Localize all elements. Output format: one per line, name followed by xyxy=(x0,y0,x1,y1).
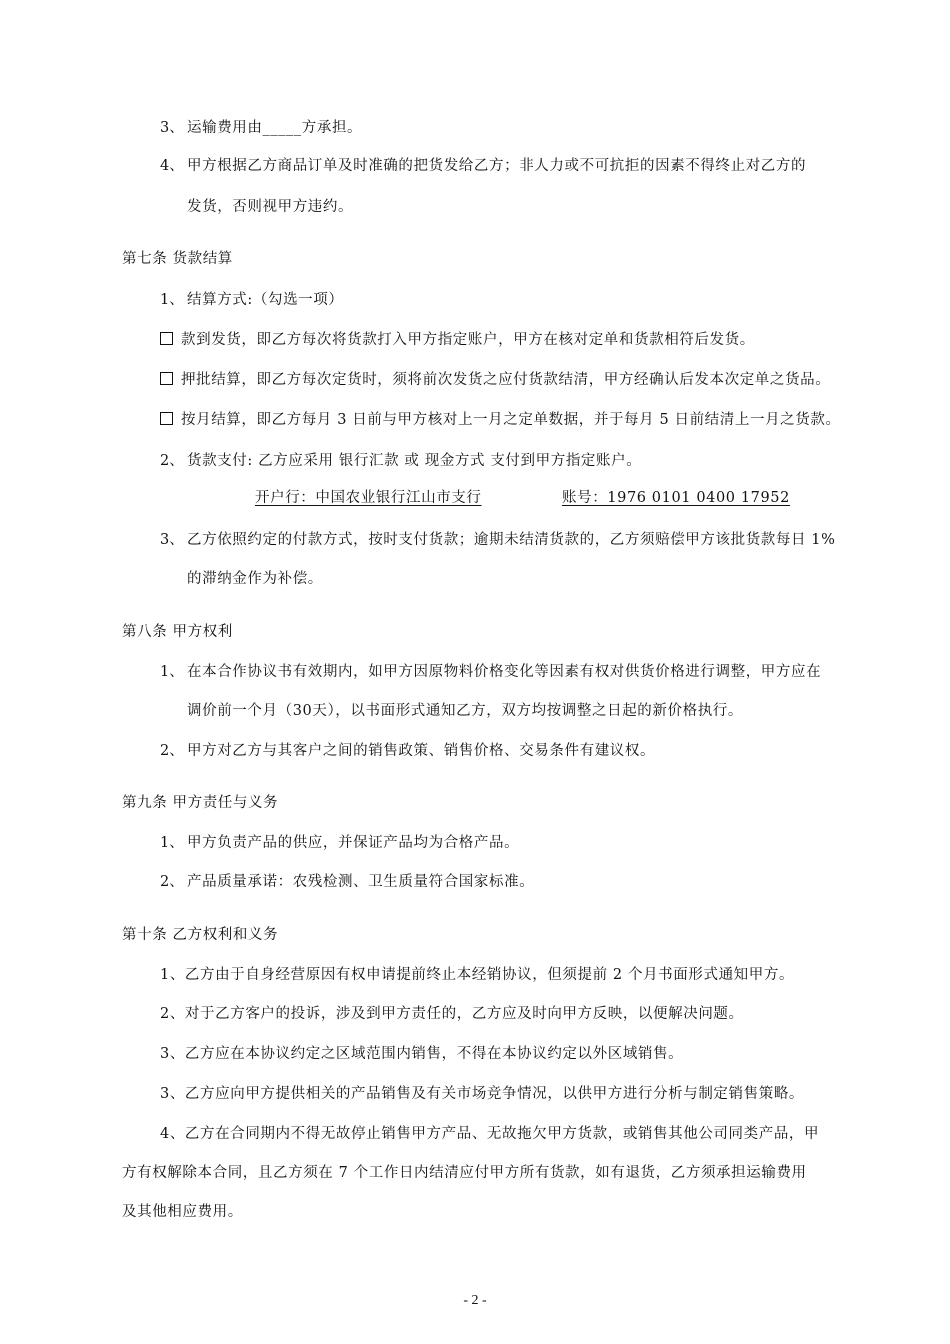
clause9-heading: 第九条 甲方责任与义务 xyxy=(122,795,279,811)
option-label: 款到发货，即乙方每次将货款打入甲方指定账户，甲方在核对定单和货款相符后发货。 xyxy=(181,332,755,348)
item-number: 3、 xyxy=(160,532,184,548)
item-number: 2、 xyxy=(160,874,184,890)
clause10-item1: 1、乙方由于自身经营原因有权申请提前终止本经销协议，但须提前 2 个月书面形式通知甲方。 xyxy=(160,967,795,983)
checkbox[interactable] xyxy=(160,372,173,385)
clause8-item1-line1: 在本合作协议书有效期内，如甲方因原物料价格变化等因素有权对供货价格进行调整，甲方应在 xyxy=(187,664,822,680)
clause8-item1-line2: 调价前一个月（30天），以书面形式通知乙方，双方均按调整之日起的新价格执行。 xyxy=(187,703,743,719)
item-number: 1、 xyxy=(160,664,184,680)
clause8-heading: 第八条 甲方权利 xyxy=(122,624,233,640)
clause7-item2: 货款支付: 乙方应采用 银行汇款 或 现金方式 支付到甲方指定账户。 xyxy=(187,453,642,469)
clause9-item1: 甲方负责产品的供应，并保证产品均为合格产品。 xyxy=(187,835,520,851)
clause9-item2: 产品质量承诺：农残检测、卫生质量符合国家标准。 xyxy=(187,874,535,890)
clause7-item3-line1: 乙方依照约定的付款方式，按时支付货款；逾期未结清货款的，乙方须赔偿甲方该批货款每日 1% xyxy=(187,532,836,548)
clause8-item2: 甲方对乙方与其客户之间的销售政策、销售价格、交易条件有建议权。 xyxy=(187,743,656,759)
clause6-item3: 运输费用由_____方承担。 xyxy=(187,120,363,136)
page-number: - 2 - xyxy=(463,1293,487,1308)
clause10-item5-line2: 方有权解除本合同，且乙方须在 7 个工作日内结清应付甲方所有货款，如有退货，乙方须承担运输费用 xyxy=(122,1165,807,1181)
clause10-item5-line3: 及其他相应费用。 xyxy=(122,1204,243,1220)
payment-option-monthly[interactable] xyxy=(160,410,841,430)
payment-option-prepay[interactable] xyxy=(160,330,755,350)
clause10-item4: 3、乙方应向甲方提供相关的产品销售及有关市场竞争情况，以供甲方进行分析与制定销售策略。 xyxy=(160,1086,805,1102)
clause10-item3: 3、乙方应在本协议约定之区域范围内销售，不得在本协议约定以外区域销售。 xyxy=(160,1046,684,1062)
clause10-heading: 第十条 乙方权利和义务 xyxy=(122,927,279,943)
clause7-item1: 结算方式:（勾选一项） xyxy=(187,292,344,308)
item-number: 2、 xyxy=(160,743,184,759)
item-number: 4、 xyxy=(160,158,184,174)
clause10-item5-line1: 4、乙方在合同期内不得无故停止销售甲方产品、无故拖欠甲方货款，或销售其他公司同类产品，甲 xyxy=(160,1126,820,1142)
item-number: 2、 xyxy=(160,453,184,469)
item-number: 3、 xyxy=(160,120,184,136)
option-label: 按月结算，即乙方每月 3 日前与甲方核对上一月之定单数据，并于每月 5 日前结清上一月之货款。 xyxy=(181,412,841,428)
clause6-item4-line1: 甲方根据乙方商品订单及时准确的把货发给乙方；非人力或不可抗拒的因素不得终止对乙方的 xyxy=(187,158,807,174)
checkbox[interactable] xyxy=(160,412,173,425)
checkbox[interactable] xyxy=(160,332,173,345)
payment-option-batch[interactable] xyxy=(160,370,830,390)
clause7-item3-line2: 的滞纳金作为补偿。 xyxy=(187,571,323,587)
clause10-item2: 2、对于乙方客户的投诉，涉及到甲方责任的，乙方应及时向甲方反映，以便解决问题。 xyxy=(160,1006,744,1022)
bank-name: 开户行：中国农业银行江山市支行 xyxy=(255,490,482,506)
bank-account: 账号：1976 0101 0400 17952 xyxy=(562,490,790,506)
clause6-item4-line2: 发货，否则视甲方违约。 xyxy=(187,199,354,215)
item-number: 1、 xyxy=(160,292,184,308)
clause7-heading: 第七条 货款结算 xyxy=(122,251,233,267)
option-label: 押批结算，即乙方每次定货时，须将前次发货之应付货款结清，甲方经确认后发本次定单之货品。 xyxy=(181,372,831,388)
item-number: 1、 xyxy=(160,835,184,851)
